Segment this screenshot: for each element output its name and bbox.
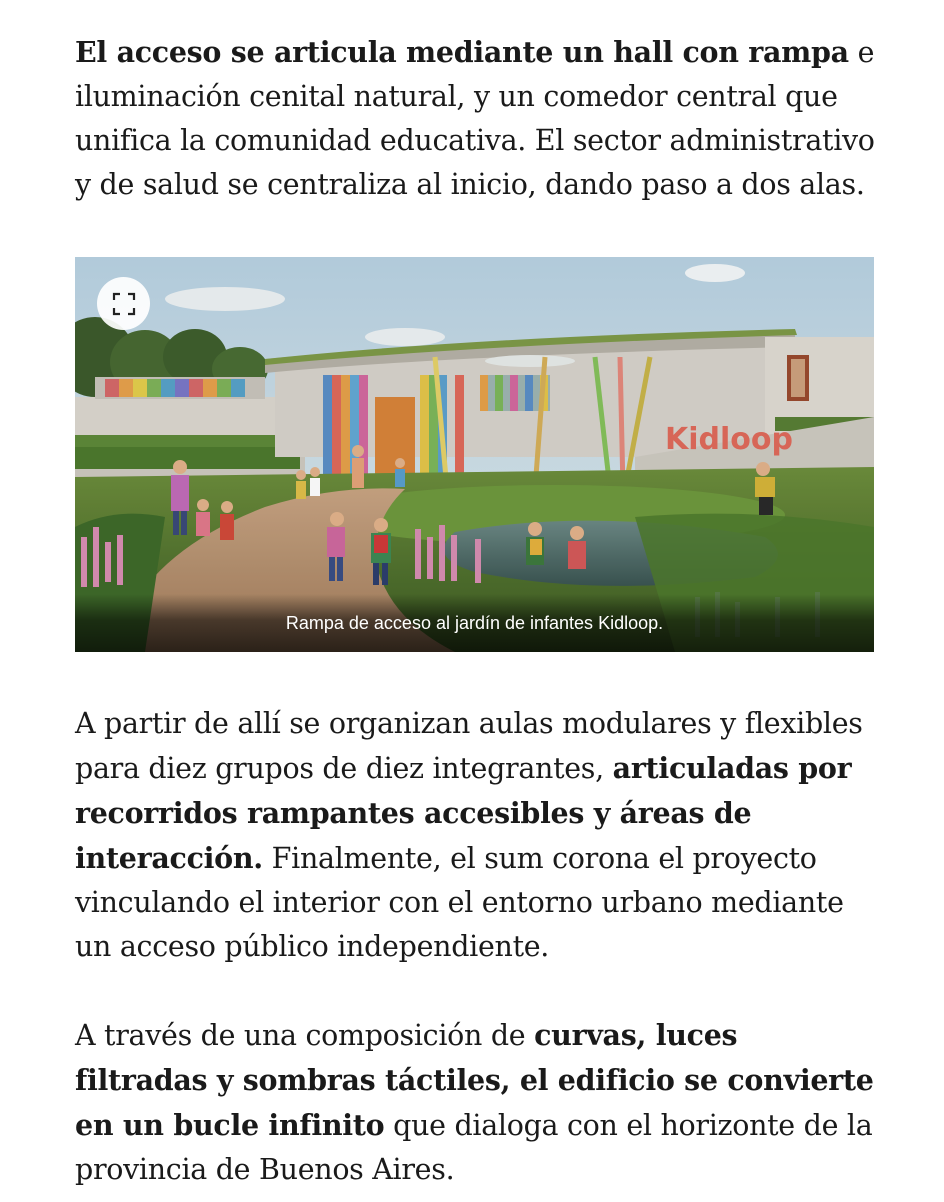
paragraph-text: e iluminación cenital natural, y un comedor central que unifica la comunidad educativa. El sector administrativo y de salud se centraliza al inicio, dando paso a dos alas. bbox=[75, 36, 875, 201]
paragraph-text: A partir de allí se organizan aulas modulares y flexibles para diez grupos de diez integrantes, bbox=[75, 707, 863, 785]
paragraph-bold-text: articuladas por recorridos rampantes accesibles y áreas de interacción. bbox=[75, 751, 852, 875]
article-figure bbox=[75, 257, 874, 652]
paragraph-bold-text: curvas, luces filtradas y sombras táctiles, el edificio se convierte en un bucle infinito bbox=[75, 1018, 874, 1142]
paragraph-text: Finalmente, el sum corona el proyecto vinculando el interior con el entorno urbano mediante un acceso público independiente. bbox=[75, 842, 844, 963]
expand-icon bbox=[112, 292, 136, 316]
paragraph-classrooms bbox=[75, 702, 875, 969]
paragraph-hall-access bbox=[75, 30, 875, 207]
kidloop-sign: Kidloop bbox=[665, 422, 793, 457]
caption-text: Rampa de acceso al jardín de infantes Kidloop. bbox=[285, 613, 664, 633]
paragraph-bold-text: El acceso se articula mediante un hall con rampa bbox=[75, 35, 849, 69]
paragraph-text: que dialoga con el horizonte de la provincia de Buenos Aires. bbox=[75, 1109, 873, 1186]
expand-image-button[interactable] bbox=[97, 277, 150, 330]
kindergarten-render-image bbox=[75, 257, 874, 652]
paragraph-composition bbox=[75, 1013, 875, 1192]
paragraph-text: A través de una composición de bbox=[75, 1019, 535, 1052]
article-body bbox=[75, 30, 875, 1192]
image-caption bbox=[75, 594, 874, 652]
